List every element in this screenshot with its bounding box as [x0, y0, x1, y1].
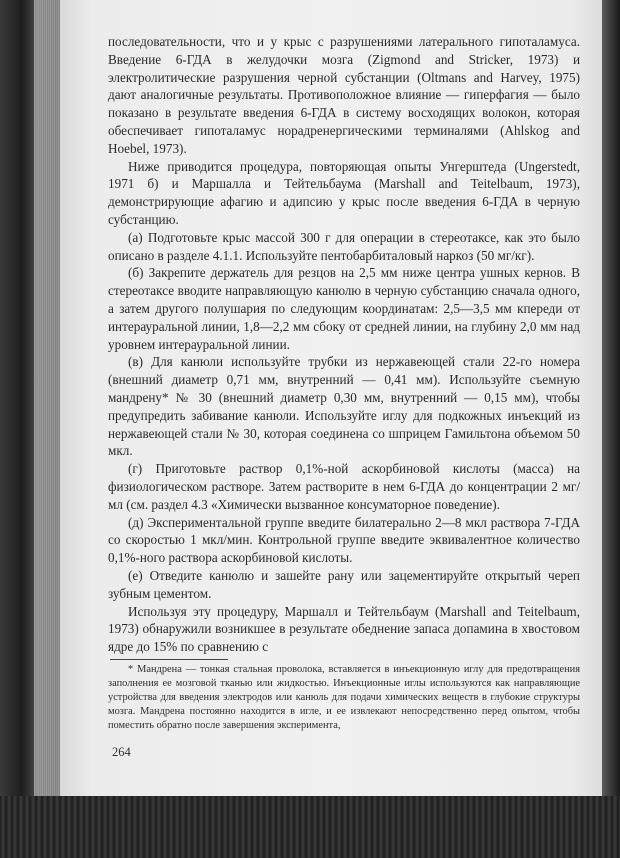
bottom-page-edges: [0, 796, 620, 858]
step-a: (а) Подготовьте крыс массой 300 г для операции в стереотаксе, как это было описано в разделе 4.1.1. Используйте пентобарбиталовый наркоз (50 мг/кг).: [108, 229, 580, 263]
step-e: (е) Отведите канюлю и зашейте рану или зацементируйте открытый череп зубным цементом.: [108, 567, 580, 601]
footnote-divider: [110, 659, 228, 660]
step-g: (г) Приготовьте раствор 0,1%-ной аскорбиновой кислоты (масса) на физиологическом растворе. Затем растворите в нем 6-ГДА до концентрации 2 мг/мл (см. раздел 4.3 «Химически вызванное консуматорное поведение).: [108, 461, 580, 512]
step-d: (д) Экспериментальной группе введите билатерально 2—8 мкл раствора 7-ГДА со скоростью 1 мкл/мин. Контрольной группе введите эквивалентное количество 0,1%-ного раствора аскорбиновой кислоты.: [108, 514, 580, 566]
body-text: [108, 33, 580, 656]
right-page-edge: [602, 0, 620, 858]
page-number: 264: [112, 745, 131, 759]
paragraph-results: Используя эту процедуру, Маршалл и Тейтельбаум (Marshall and Teitelbaum, 1973) обнаружили возникшее в результате обеднение запаса допамина в хвостовом ядре до 15% по сравнению с: [108, 603, 580, 655]
footnote-text: * Мандрена — тонкая стальная проволока, вставляется в инъекционную иглу для предотвращения заполнения ее мозговой тканью или жидкостью. Инъекционные иглы используются как направляющие устройства для введения электродов или канюль для подачи химических веществ в глубокие структуры мозга. Мандрена постоянно находится в игле, и ее извлекают непосредственно перед опытом, чтобы поместить обратно после завершения эксперимента,: [108, 664, 580, 731]
paragraph-procedure-intro: Ниже приводится процедура, повторяющая опыты Унгерштеда (Ungerstedt, 1971 б) и Маршалла и Тейтельбаума (Marshall and Teitelbaum, 1973), демонстрирующие афагию и адипсию у крыс после введения 6-ГДА в черную субстанцию.: [108, 158, 580, 227]
step-v: (в) Для канюли используйте трубки из нержавеющей стали 22-го номера (внешний диаметр 0,71 мм, внутренний — 0,41 мм). Используйте съемную мандрену* № 30 (внешний диаметр 0,30 мм, внутренний — 0,15 мм), чтобы предупредить забивание канюли. Используйте иглу для подкожных инъекций из нержавеющей стали № 30, которая соединена со шприцем Гамильтона объемом 50 мкл.: [108, 354, 580, 459]
book-page: [60, 0, 602, 796]
step-b: (б) Закрепите держатель для резцов на 2,5 мм ниже центра ушных кернов. В стереотаксе вводите направляющую канюлю в черную субстанцию сначала одного, а затем другого полушария по следующим координатам: 2,5—3,5 мм кпереди от интерауральной линии, 1,8—2,2 мм сбоку от средней линии, на глубину 2,0 мм над уровнем интерауральной линии.: [108, 265, 580, 352]
paragraph-continuation: последовательности, что и у крыс с разрушениями латерального гипоталамуса. Введение 6-ГДА в желудочки мозга (Zigmond and Stricker, 1973) и электролитические разрушения черной субстанции (Oltmans and Harvey, 1975) дают аналогичные результаты. Противоположное влияние — гиперфагия — было показано в результате введения 6-ГДА в систему восходящих волокон, которая обеспечивает гипоталамус норадренергическими терминалями (Ahlskog and Hoebel, 1973).: [108, 34, 580, 156]
footnote: [108, 663, 580, 733]
